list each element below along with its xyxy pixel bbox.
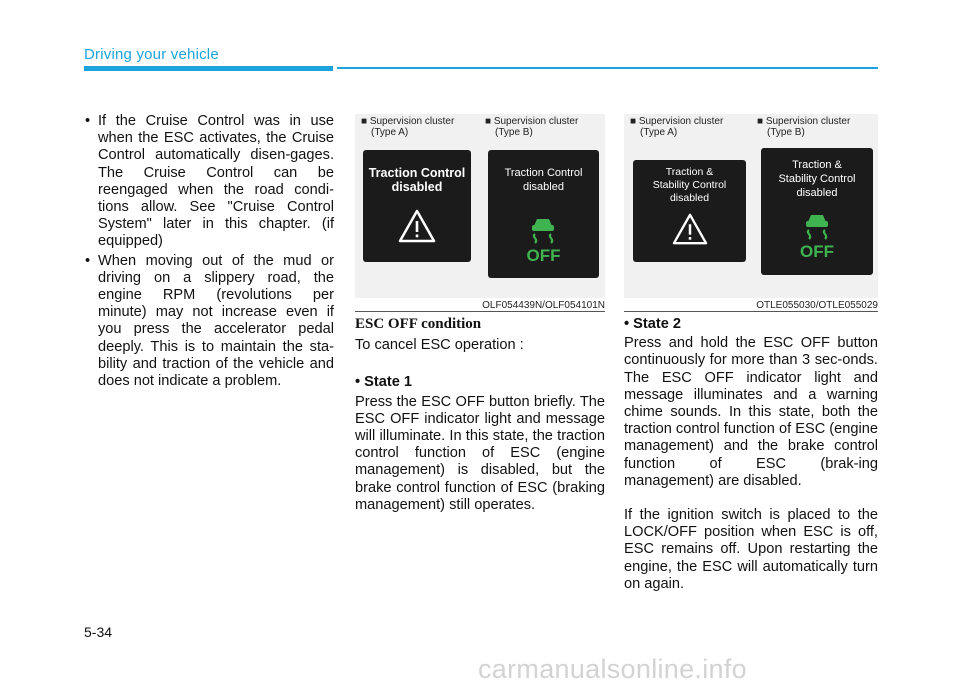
intro-text: To cancel ESC operation : bbox=[355, 337, 524, 354]
state-2-text: Press and hold the ESC OFF button continuously for more than 3 sec-onds. The ESC OFF indicator light and message illuminates and a warning chime sounds. In this state, both the traction control function of ESC (engine management) and the brake control function of ESC (brak-ing management) are disabled. bbox=[624, 335, 878, 489]
state-1-text: Press the ESC OFF button briefly. The ESC OFF indicator light and message will illuminate. In this state, the traction control function of ESC (engine management) is disabled, but the brake control function of ESC (braking management) still operates. bbox=[355, 393, 605, 513]
bullet-dot: • bbox=[85, 252, 91, 269]
ignition-note: If the ignition switch is placed to the LOCK/OFF position when ESC is off, ESC remains off. Upon restarting the engine, the ESC will automatically turn on again. bbox=[624, 507, 878, 592]
watermark: carmanualsonline.info bbox=[478, 654, 747, 684]
off-label: OFF bbox=[526, 246, 561, 265]
bullet-text: When moving out of the mud or driving on a slippery road, the engine RPM (revolutions per minute) may not increase even if you press the accelerator pedal deeply. This is to maintain the sta-bility and traction of the vehicle and does not indicate a problem. bbox=[98, 252, 334, 390]
figure-code: OTLE055030/OTLE055029 bbox=[756, 300, 878, 311]
middle-column bbox=[355, 316, 605, 514]
warning-triangle-icon bbox=[671, 212, 709, 246]
cluster-screen-type-a bbox=[633, 160, 746, 262]
section-title: Driving your vehicle bbox=[84, 46, 219, 63]
header-rule bbox=[337, 67, 878, 69]
figure-rule bbox=[355, 311, 605, 312]
section-heading: ESC OFF condition bbox=[355, 316, 482, 332]
warning-triangle-icon bbox=[397, 208, 437, 244]
right-column bbox=[624, 316, 878, 593]
state-1-label: • State 1 bbox=[355, 374, 413, 391]
esc-skid-icon bbox=[526, 212, 560, 246]
left-column bbox=[84, 113, 334, 392]
figure-traction-control bbox=[355, 114, 605, 311]
bullet-item bbox=[84, 113, 334, 251]
figure-caption-type-b: ■ Supervision cluster (Type B) bbox=[757, 116, 851, 138]
cluster-screen-type-a bbox=[363, 150, 471, 262]
bullet-text: If the Cruise Control was in use when the ESC activates, the Cruise Control automatically disen-gages. The Cruise Control can be reengaged when the road condi-tions allow. See "Cruise Control System" later in this chapter. (if equipped) bbox=[98, 113, 334, 250]
page-number: 5-34 bbox=[84, 624, 113, 640]
header-bar bbox=[84, 66, 333, 71]
bullet-dot: • bbox=[85, 113, 91, 129]
bullet-item bbox=[84, 253, 334, 391]
figure-traction-stability bbox=[624, 114, 878, 311]
screen-message: Traction Control disabled bbox=[368, 166, 466, 194]
screen-message: Traction & Stability Control disabled bbox=[778, 159, 856, 199]
figure-caption-type-a: ■ Supervision cluster (Type A) bbox=[630, 116, 724, 138]
off-label: OFF bbox=[800, 242, 834, 261]
esc-skid-icon bbox=[800, 208, 834, 242]
screen-message: Traction Control disabled bbox=[504, 167, 583, 193]
figure-caption-type-b: ■ Supervision cluster (Type B) bbox=[485, 116, 579, 138]
figure-code: OLF054439N/OLF054101N bbox=[482, 300, 605, 311]
state-2-label: • State 2 bbox=[624, 316, 682, 332]
figure-rule bbox=[624, 311, 878, 312]
figure-caption-type-a: ■ Supervision cluster (Type A) bbox=[361, 116, 455, 138]
cluster-screen-type-b bbox=[761, 148, 873, 275]
screen-message: Traction & Stability Control disabled bbox=[652, 166, 727, 204]
cluster-screen-type-b bbox=[488, 150, 599, 278]
